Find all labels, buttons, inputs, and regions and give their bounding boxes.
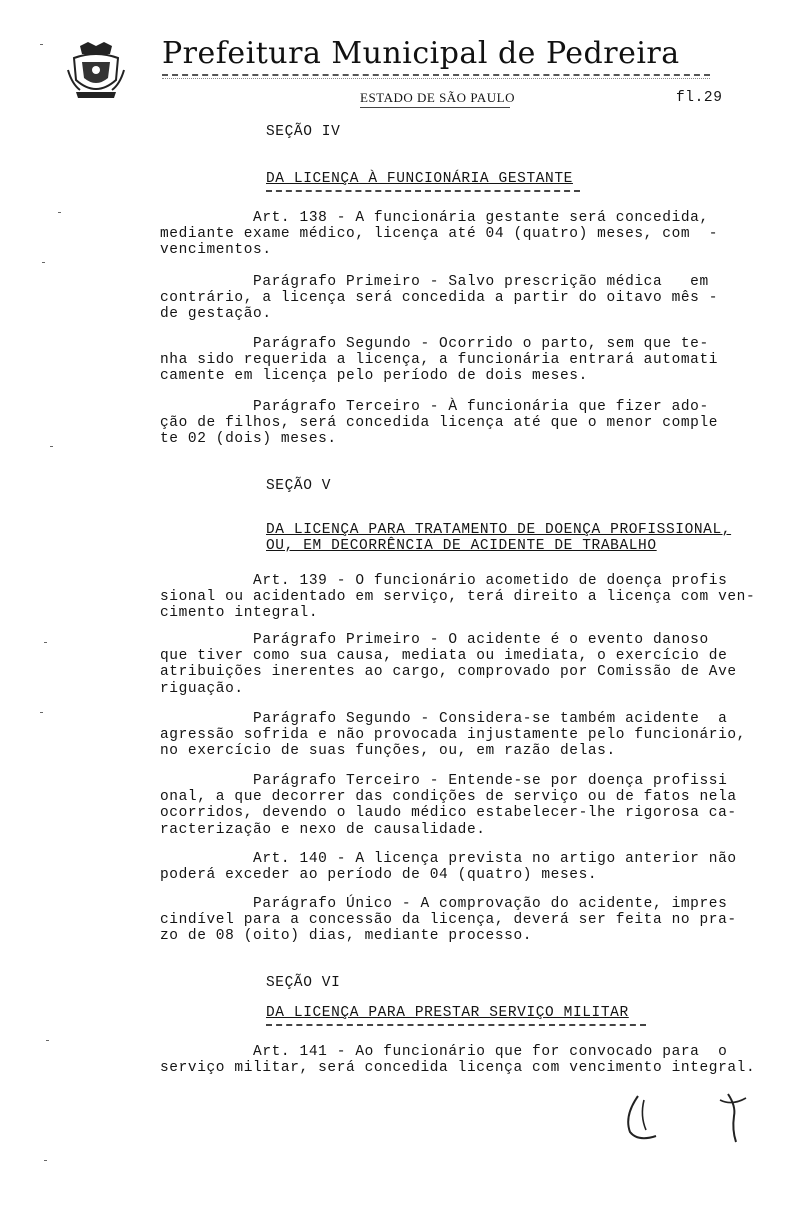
scan-speck <box>40 712 43 713</box>
scan-speck <box>42 262 45 263</box>
scan-speck <box>40 44 43 45</box>
section-label: SEÇÃO V <box>266 478 332 494</box>
letterhead-rule-secondary <box>162 78 710 79</box>
letterhead-state-underline <box>360 107 510 108</box>
heading-double-rule <box>266 190 580 192</box>
paragraph: Parágrafo Segundo - Considera-se também acidente a agressão sofrida e não provocada injustamente pelo funcionário, no exercício de suas funções, ou, em razão delas. <box>160 711 746 760</box>
scan-speck <box>50 446 53 447</box>
scan-speck <box>46 1040 49 1041</box>
paragraph: Parágrafo Único - A comprovação do acidente, impres cindível para a concessão da licença, deverá ser feita no pra- zo de 08 (oito) dias, mediante processo. <box>160 896 737 945</box>
folio-number: fl.29 <box>676 90 723 106</box>
section-label: SEÇÃO IV <box>266 124 341 140</box>
section-heading: DA LICENÇA À FUNCIONÁRIA GESTANTE <box>266 171 573 187</box>
paragraph: Parágrafo Primeiro - O acidente é o evento danoso que tiver como sua causa, mediata ou imediata, o exercício de atribuições inerentes ao cargo, comprovado por Comissão de Ave riguação. <box>160 632 737 697</box>
paragraph: Art. 140 - A licença prevista no artigo anterior não poderá exceder ao período de 04 (quatro) meses. <box>160 851 737 884</box>
heading-double-rule <box>266 1024 646 1026</box>
paragraph: Parágrafo Terceiro - À funcionária que fizer ado- ção de filhos, será concedida licença até que o menor comple te 02 (dois) meses. <box>160 399 719 448</box>
paragraph: Parágrafo Segundo - Ocorrido o parto, sem que te- nha sido requerida a licença, a funcionária entrará automati camente em licença pelo período de dois meses. <box>160 336 719 385</box>
scan-speck <box>44 642 47 643</box>
letterhead-state: ESTADO DE SÃO PAULO <box>360 90 515 105</box>
municipal-crest-icon <box>66 40 126 102</box>
paragraph: Parágrafo Terceiro - Entende-se por doença profissi onal, a que decorrer das condições de serviço ou de fatos nela ocorridos, devendo o laudo médico estabelecer-lhe rigorosa ca- racterização e nexo de causalidade. <box>160 773 737 838</box>
scan-speck <box>44 1160 47 1161</box>
handwritten-initials-signature <box>616 1086 766 1146</box>
section-heading: OU, EM DECORRÊNCIA DE ACIDENTE DE TRABALHO <box>266 538 657 554</box>
letterhead-rule <box>162 74 710 76</box>
section-heading: DA LICENÇA PARA PRESTAR SERVIÇO MILITAR <box>266 1005 629 1021</box>
paragraph: Art. 141 - Ao funcionário que for convocado para o serviço militar, será concedida licença com vencimento integral. <box>160 1044 756 1077</box>
letterhead-title: Prefeitura Municipal de Pedreira <box>162 36 680 71</box>
section-heading: DA LICENÇA PARA TRATAMENTO DE DOENÇA PROFISSIONAL, <box>266 522 732 538</box>
paragraph: Art. 139 - O funcionário acometido de doença profis sional ou acidentado em serviço, terá direito a licença com ven- cimento integral. <box>160 573 756 622</box>
scan-speck <box>58 212 61 213</box>
paragraph: Art. 138 - A funcionária gestante será concedida, mediante exame médico, licença até 04 (quatro) meses, com - vencimentos. <box>160 210 719 259</box>
paragraph: Parágrafo Primeiro - Salvo prescrição médica em contrário, a licença será concedida a partir do oitavo mês - de gestação. <box>160 274 719 323</box>
section-label: SEÇÃO VI <box>266 975 341 991</box>
